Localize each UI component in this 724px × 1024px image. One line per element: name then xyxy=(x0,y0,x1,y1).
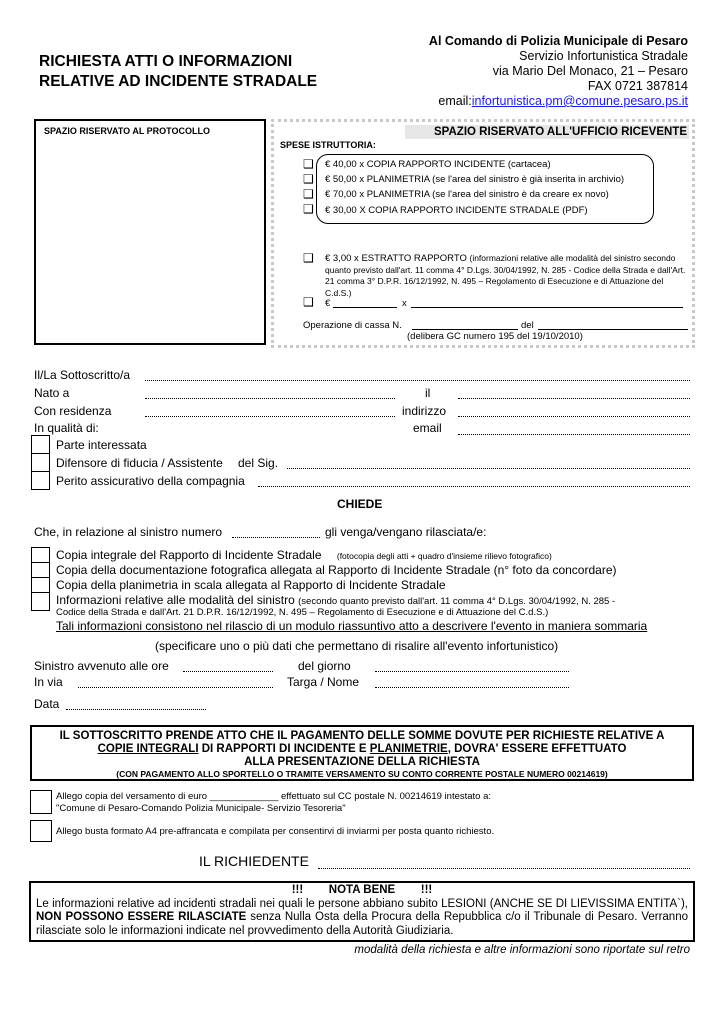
born-label: Nato a xyxy=(34,386,70,400)
office-box-title: SPAZIO RISERVATO ALL'UFFICIO RICEVENTE xyxy=(405,125,689,139)
extract-main: € 3,00 x ESTRATTO RAPPORTO xyxy=(325,253,467,264)
request-item-info xyxy=(56,593,615,607)
office-box xyxy=(271,119,695,348)
other-fee-euro: € xyxy=(325,298,331,309)
email-link[interactable]: infortunistica.pm@comune.pesaro.ps.it xyxy=(471,94,688,108)
form-title-line1: RICHIESTA ATTI O INFORMAZIONI xyxy=(39,53,293,70)
client-name-field[interactable] xyxy=(287,468,690,469)
payment-line2 xyxy=(32,743,692,756)
cash-operation-del: del xyxy=(521,320,534,331)
form-title-line2: RELATIVE AD INCIDENTE STRADALE xyxy=(39,73,318,90)
undersigned-field[interactable] xyxy=(145,380,690,381)
undersigned-label: Il/La Sottoscritto/a xyxy=(34,368,131,382)
signature-field[interactable] xyxy=(318,868,690,869)
other-fee-x: x xyxy=(402,298,407,309)
capacity-checkbox-insurance[interactable] xyxy=(31,471,50,490)
request-item-full-report xyxy=(56,548,552,562)
other-fee-checkbox[interactable]: ❑ xyxy=(303,295,314,309)
attachment-payment-checkbox[interactable] xyxy=(30,790,52,814)
event-time-field[interactable] xyxy=(183,671,273,672)
cash-operation-label: Operazione di cassa N. xyxy=(303,320,402,331)
address-field[interactable] xyxy=(458,416,690,417)
birthdate-label: il xyxy=(425,386,431,400)
notice-box xyxy=(29,881,695,942)
protocol-box xyxy=(34,119,266,345)
fee-item-4: € 30,00 X COPIA RAPPORTO INCIDENTE STRADALE (PDF) xyxy=(325,205,588,216)
request-item-photos: Copia della documentazione fotografica allegata al Rapporto di Incidente Stradale (n° foto da concordare) xyxy=(56,563,617,577)
event-day-field[interactable] xyxy=(375,671,569,672)
capacity-checkbox-party[interactable] xyxy=(31,435,50,454)
capacity-option-lawyer: Difensore di fiducia / Assistente xyxy=(56,456,223,470)
date-field[interactable] xyxy=(66,709,206,710)
event-street-label: In via xyxy=(34,675,63,689)
insurance-company-field[interactable] xyxy=(258,486,690,487)
summary-note: Tali informazioni consistono nel rilascio di un modulo riassuntivo atto a descrivere l'evento in maniera sommaria xyxy=(56,619,648,633)
attachment-payment-line1: Allego copia del versamento di euro _____________ effettuato sul CC postale N. 00214619 intestato a: xyxy=(56,791,492,802)
request-checkbox-info[interactable] xyxy=(31,592,50,611)
notice-text-b: senza Nulla Osta della Procura della Repubblica c/o il Tribunale di Pesaro. Verranno rilasciate solo le informazioni indicate nel provvedimento della Autorità Giudiziaria. xyxy=(36,911,688,937)
payment-line2-mid: DI RAPPORTI DI INCIDENTE E xyxy=(198,743,370,755)
address-line4: FAX 0721 387814 xyxy=(587,79,688,93)
address-label: indirizzo xyxy=(402,404,447,418)
other-fee-amount-field[interactable] xyxy=(333,307,397,308)
extract-note: (informazioni relative alle modalità del sinistro secondo quanto previsto dall'art. 11 comma 4° D.Lgs. 30/04/1992, N. 285 - Codice della Strada e dall'Art. 21 comma 3° D.P.R. 16/12/1992, N. 495 – Regolamento di Esecuzione e di Attuazione del C.d.S.) xyxy=(325,253,686,298)
request-intro-a: Che, in relazione al sinistro numero xyxy=(34,525,223,539)
fee-item-2: € 50,00 x PLANIMETRIA (se l'area del sinistro è già inserita in archivio) xyxy=(325,174,625,185)
address-line1: Al Comando di Polizia Municipale di Pesaro xyxy=(428,34,688,48)
email-field-label: email xyxy=(413,421,442,435)
notice-text xyxy=(36,898,688,939)
fee-checkbox-2[interactable]: ❑ xyxy=(303,172,314,186)
request-item-info-note-b: Codice della Strada e dall'Art. 21 D.P.R. 16/12/1992, N. 495 – Regolamento di Esecuzione e di Attuazione del C.d.S.) xyxy=(56,607,549,618)
address-line2: Servizio Infortunistica Stradale xyxy=(519,49,688,63)
of-mr-label: del Sig. xyxy=(238,456,279,470)
event-time-label: Sinistro avvenuto alle ore xyxy=(34,659,169,673)
capacity-option-insurance: Perito assicurativo della compagnia xyxy=(56,474,245,488)
claim-number-field[interactable] xyxy=(232,537,320,538)
capacity-option-party: Parte interessata xyxy=(56,438,147,452)
payment-line2-u2: PLANIMETRIE xyxy=(369,743,448,755)
attachment-payment-line2: "Comune di Pesaro-Comando Polizia Municipale- Servizio Tesoreria" xyxy=(56,803,346,814)
extract-item xyxy=(325,253,687,299)
request-item-full-report-note: (fotocopia degli atti + quadro d'insieme rilievo fotografico) xyxy=(336,551,552,561)
attachment-envelope-checkbox[interactable] xyxy=(30,820,52,842)
event-street-field[interactable] xyxy=(78,687,273,688)
attachment-payment-text xyxy=(56,791,491,815)
specify-note: (specificare uno o più dati che permettano di risalire all'evento infortunistico) xyxy=(155,639,559,653)
request-item-map: Copia della planimetria in scala allegata al Rapporto di Incidente Stradale xyxy=(56,578,446,592)
payment-line1: IL SOTTOSCRITTO PRENDE ATTO CHE IL PAGAMENTO DELLE SOMME DOVUTE PER RICHIESTE RELATIVE A xyxy=(59,730,665,742)
notice-title: !!! NOTA BENE !!! xyxy=(291,884,433,896)
extract-checkbox[interactable]: ❑ xyxy=(303,251,314,265)
capacity-label: In qualità di: xyxy=(34,421,99,435)
payment-notice-box xyxy=(30,725,694,781)
notice-text-bold: NON POSSONO ESSERE RILASCIATE xyxy=(36,911,247,923)
event-plate-field[interactable] xyxy=(375,687,569,688)
birthdate-field[interactable] xyxy=(458,398,690,399)
recipient-address xyxy=(429,34,688,109)
payment-line2-end: , DOVRA' ESSERE EFFETTUATO xyxy=(447,743,627,755)
cash-operation-date-field[interactable] xyxy=(538,329,688,330)
fee-checkbox-1[interactable]: ❑ xyxy=(303,157,314,171)
residence-label: Con residenza xyxy=(34,404,112,418)
fee-checkbox-4[interactable]: ❑ xyxy=(303,202,314,216)
payment-line3: ALLA PRESENTAZIONE DELLA RICHIESTA xyxy=(244,756,480,768)
capacity-checkbox-lawyer[interactable] xyxy=(31,453,50,472)
request-item-full-report-text: Copia integrale del Rapporto di Incidente Stradale xyxy=(56,548,322,562)
fee-checkbox-3[interactable]: ❑ xyxy=(303,187,314,201)
event-day-label: del giorno xyxy=(298,659,351,673)
attachment-envelope-text: Allego busta formato A4 pre-affrancata e compilata per consentirvi di inviarmi per posta quanto richiesto. xyxy=(56,826,495,837)
email-label: email: xyxy=(438,94,472,108)
address-email-line xyxy=(429,94,688,109)
email-field[interactable] xyxy=(458,434,690,435)
residence-field[interactable] xyxy=(145,416,395,417)
request-heading: CHIEDE xyxy=(337,497,383,511)
payment-line2-u1: COPIE INTEGRALI xyxy=(97,743,199,755)
delibera-note: (delibera GC numero 195 del 19/10/2010) xyxy=(407,331,583,342)
birthplace-field[interactable] xyxy=(145,398,395,399)
request-item-info-text: Informazioni relative alle modalità del sinistro xyxy=(56,593,295,607)
other-fee-description-field[interactable] xyxy=(411,307,683,308)
event-plate-label: Targa / Nome xyxy=(287,675,360,689)
date-label: Data xyxy=(34,697,60,711)
signature-label: IL RICHIEDENTE xyxy=(199,853,309,869)
fee-item-3: € 70,00 x PLANIMETRIA (se l'area del sinistro è da creare ex novo) xyxy=(325,189,609,200)
request-item-info-note-a: (secondo quanto previsto dall'art. 11 comma 4° D.Lgs. 30/04/1992, N. 285 - xyxy=(298,596,616,607)
fee-item-1: € 40,00 x COPIA RAPPORTO INCIDENTE (cartacea) xyxy=(325,159,551,170)
cash-operation-number-field[interactable] xyxy=(412,329,518,330)
form-title xyxy=(39,52,317,92)
request-intro-b: gli venga/vengano rilasciata/e: xyxy=(325,525,487,539)
protocol-box-label: SPAZIO RISERVATO AL PROTOCOLLO xyxy=(44,126,211,136)
notice-text-a: Le informazioni relative ad incidenti stradali nei quali le persone abbiano subito LESIONI (ANCHE SE DI LIEVISSIMA ENTITA`), xyxy=(36,897,688,910)
address-line3: via Mario Del Monaco, 21 – Pesaro xyxy=(492,64,688,78)
payment-line4: (CON PAGAMENTO ALLO SPORTELLO O TRAMITE VERSAMENTO SU CONTO CORRENTE POSTALE NUMERO 00214619) xyxy=(116,769,608,779)
footer-note: modalità della richiesta e altre informazioni sono riportate sul retro xyxy=(354,944,690,956)
fees-label: SPESE ISTRUTTORIA: xyxy=(280,140,376,150)
